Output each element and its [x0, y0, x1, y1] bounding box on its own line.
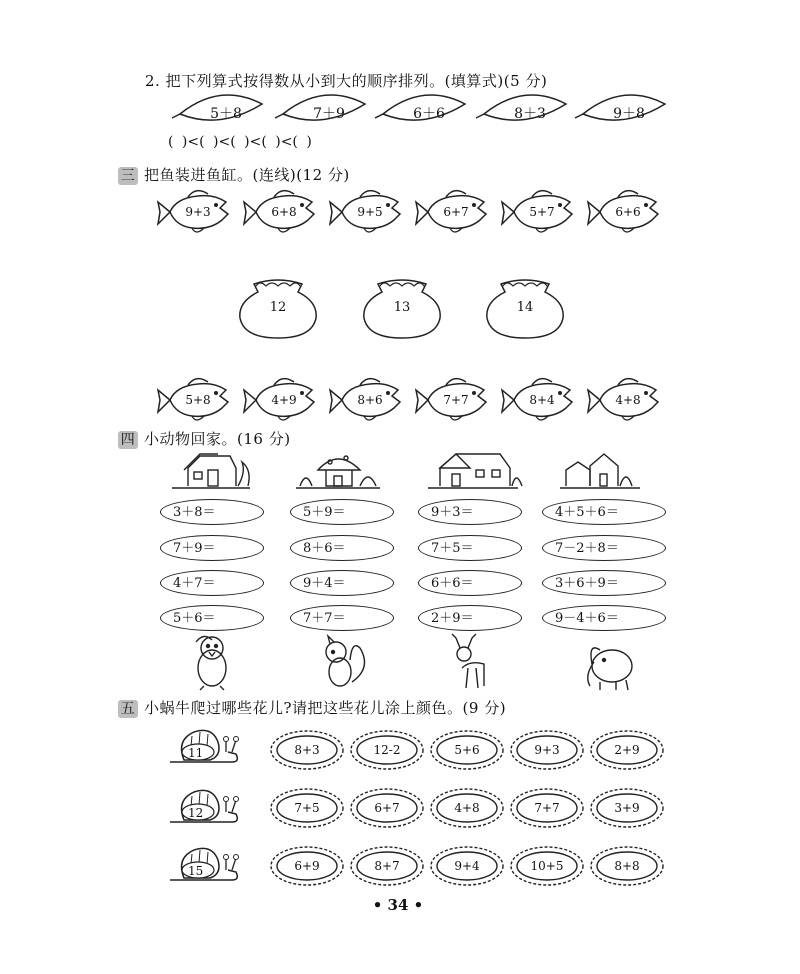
- equation-oval[interactable]: 5＋6＝: [160, 605, 264, 631]
- fishbowl-number[interactable]: 12: [269, 300, 287, 315]
- snail-number: 15: [188, 864, 204, 878]
- q2-title: 2. 把下列算式按得数从小到大的顺序排列。(填算式)(5 分): [145, 72, 548, 90]
- section-badge: 四: [118, 431, 138, 449]
- flower-expression[interactable]: 5+6: [454, 743, 480, 757]
- fishbowl-number[interactable]: 13: [393, 300, 411, 315]
- fish-expression[interactable]: 7+7: [443, 393, 469, 407]
- equation-oval[interactable]: 7＋5＝: [418, 535, 522, 561]
- fish-expression[interactable]: 5+7: [529, 205, 555, 219]
- fish-expression[interactable]: 5+8: [185, 393, 211, 407]
- fish-expression[interactable]: 6+7: [443, 205, 469, 219]
- flower-expression[interactable]: 8+8: [614, 859, 640, 873]
- flower-expression[interactable]: 12-2: [373, 743, 401, 757]
- leaf-expression: 7＋9: [313, 106, 345, 122]
- fish-expression[interactable]: 6+8: [271, 205, 297, 219]
- flower-expression[interactable]: 2+9: [614, 743, 640, 757]
- fish-expression[interactable]: 9+5: [357, 205, 383, 219]
- snail-icon: [170, 848, 239, 880]
- flower-expression[interactable]: 8+7: [374, 859, 400, 873]
- fish-expression[interactable]: 9+3: [185, 205, 211, 219]
- flower-expression[interactable]: 10+5: [530, 859, 564, 873]
- q4-title: 小动物回家。(16 分): [144, 430, 291, 448]
- equation-oval[interactable]: 9＋4＝: [290, 570, 394, 596]
- equation-oval[interactable]: 9－4＋6＝: [542, 605, 666, 631]
- equation-oval[interactable]: 3＋6＋9＝: [542, 570, 666, 596]
- equation-oval[interactable]: 4＋5＋6＝: [542, 499, 666, 525]
- leaf-expression: 9＋8: [613, 106, 645, 122]
- equation-oval[interactable]: 9＋3＝: [418, 499, 522, 525]
- equation-oval[interactable]: 3＋8＝: [160, 499, 264, 525]
- fish-expression[interactable]: 8+6: [357, 393, 383, 407]
- page-number: • 34 •: [372, 896, 424, 914]
- equation-oval[interactable]: 4＋7＝: [160, 570, 264, 596]
- equation-oval[interactable]: 8＋6＝: [290, 535, 394, 561]
- ordering-answer-row[interactable]: ( )<( )<( )<( )<( ): [168, 134, 312, 150]
- snail-number: 11: [188, 746, 204, 760]
- flower-expression[interactable]: 9+3: [534, 743, 560, 757]
- leaf-expression: 8＋3: [514, 106, 546, 122]
- fish-expression[interactable]: 4+9: [271, 393, 297, 407]
- fish-expression[interactable]: 4+8: [615, 393, 641, 407]
- leaf-expression: 6＋6: [413, 106, 445, 122]
- flower-expression[interactable]: 4+8: [454, 801, 480, 815]
- flower-expression[interactable]: 6+7: [374, 801, 400, 815]
- equation-oval[interactable]: 7－2＋8＝: [542, 535, 666, 561]
- flower-expression[interactable]: 9+4: [454, 859, 480, 873]
- flower-expression[interactable]: 7+7: [534, 801, 560, 815]
- fish-expression[interactable]: 8+4: [529, 393, 555, 407]
- equation-oval[interactable]: 5＋9＝: [290, 499, 394, 525]
- section-badge: 五: [118, 700, 138, 718]
- section-badge: 三: [118, 167, 138, 185]
- equation-oval[interactable]: 2＋9＝: [418, 605, 522, 631]
- flower-expression[interactable]: 8+3: [294, 743, 320, 757]
- equation-oval[interactable]: 7＋9＝: [160, 535, 264, 561]
- fishbowl-number[interactable]: 14: [516, 300, 534, 315]
- q5-title: 小蜗牛爬过哪些花儿?请把这些花儿涂上颜色。(9 分): [144, 699, 507, 717]
- equation-oval[interactable]: 7＋7＝: [290, 605, 394, 631]
- flower-expression[interactable]: 3+9: [614, 801, 640, 815]
- equation-oval[interactable]: 6＋6＝: [418, 570, 522, 596]
- snail-number: 12: [188, 806, 204, 820]
- flower-expression[interactable]: 6+9: [294, 859, 320, 873]
- snail-icon: [170, 730, 239, 762]
- flower-expression[interactable]: 7+5: [294, 801, 320, 815]
- snail-icon: [170, 790, 239, 822]
- fish-expression[interactable]: 6+6: [615, 205, 641, 219]
- leaf-expression: 5＋8: [210, 106, 242, 122]
- q3-title: 把鱼装进鱼缸。(连线)(12 分): [144, 166, 350, 184]
